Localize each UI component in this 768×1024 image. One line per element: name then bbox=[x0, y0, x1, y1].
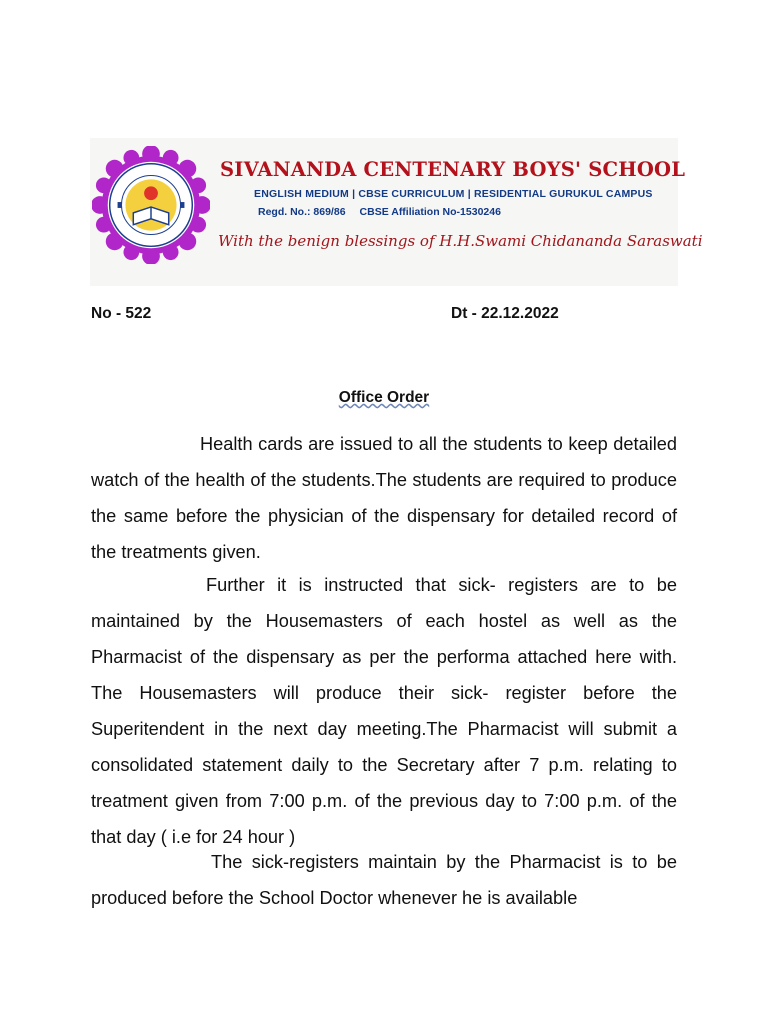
paragraph-school-doctor: The sick-registers maintain by the Pharmacist is to be produced before the School Doctor whenever he is available bbox=[91, 852, 677, 908]
paragraph-sick-registers: Further it is instructed that sick- registers are to be maintained by the Housemasters of each hostel as well as the Pharmacist of the dispensary as per the performa attached here with. The Housemasters will produce their sick- register before the Superitendent in the next day meeting.The Pharmacist will submit a consolidated statement daily to the Secretary after 7 p.m. relating to treatment given from 7:00 p.m. of the previous day to 7:00 p.m. of the that day ( i.e for 24 hour ) bbox=[91, 575, 677, 847]
school-logo bbox=[92, 146, 210, 264]
letterhead bbox=[90, 138, 703, 286]
school-tagline: ENGLISH MEDIUM | CBSE CURRICULUM | RESIDENTIAL GURUKUL CAMPUS bbox=[254, 188, 653, 200]
paragraph-health-cards: Health cards are issued to all the students to keep detailed watch of the health of the students.The students are required to produce the same before the physician of the dispensary for detailed record of the treatments given. bbox=[91, 434, 677, 562]
cbse-affiliation: CBSE Affiliation No-1530246 bbox=[359, 206, 501, 218]
school-name: SIVANANDA CENTENARY BOYS' SCHOOL bbox=[220, 158, 686, 181]
order-date: Dt - 22.12.2022 bbox=[451, 305, 559, 322]
document-title: Office Order bbox=[338, 389, 430, 406]
order-number: No - 522 bbox=[91, 305, 152, 322]
blessing-line: With the benign blessings of H.H.Swami Chidananda Saraswati bbox=[218, 232, 703, 250]
registration-number: Regd. No.: 869/86 bbox=[258, 206, 346, 218]
registration-line bbox=[258, 206, 501, 218]
